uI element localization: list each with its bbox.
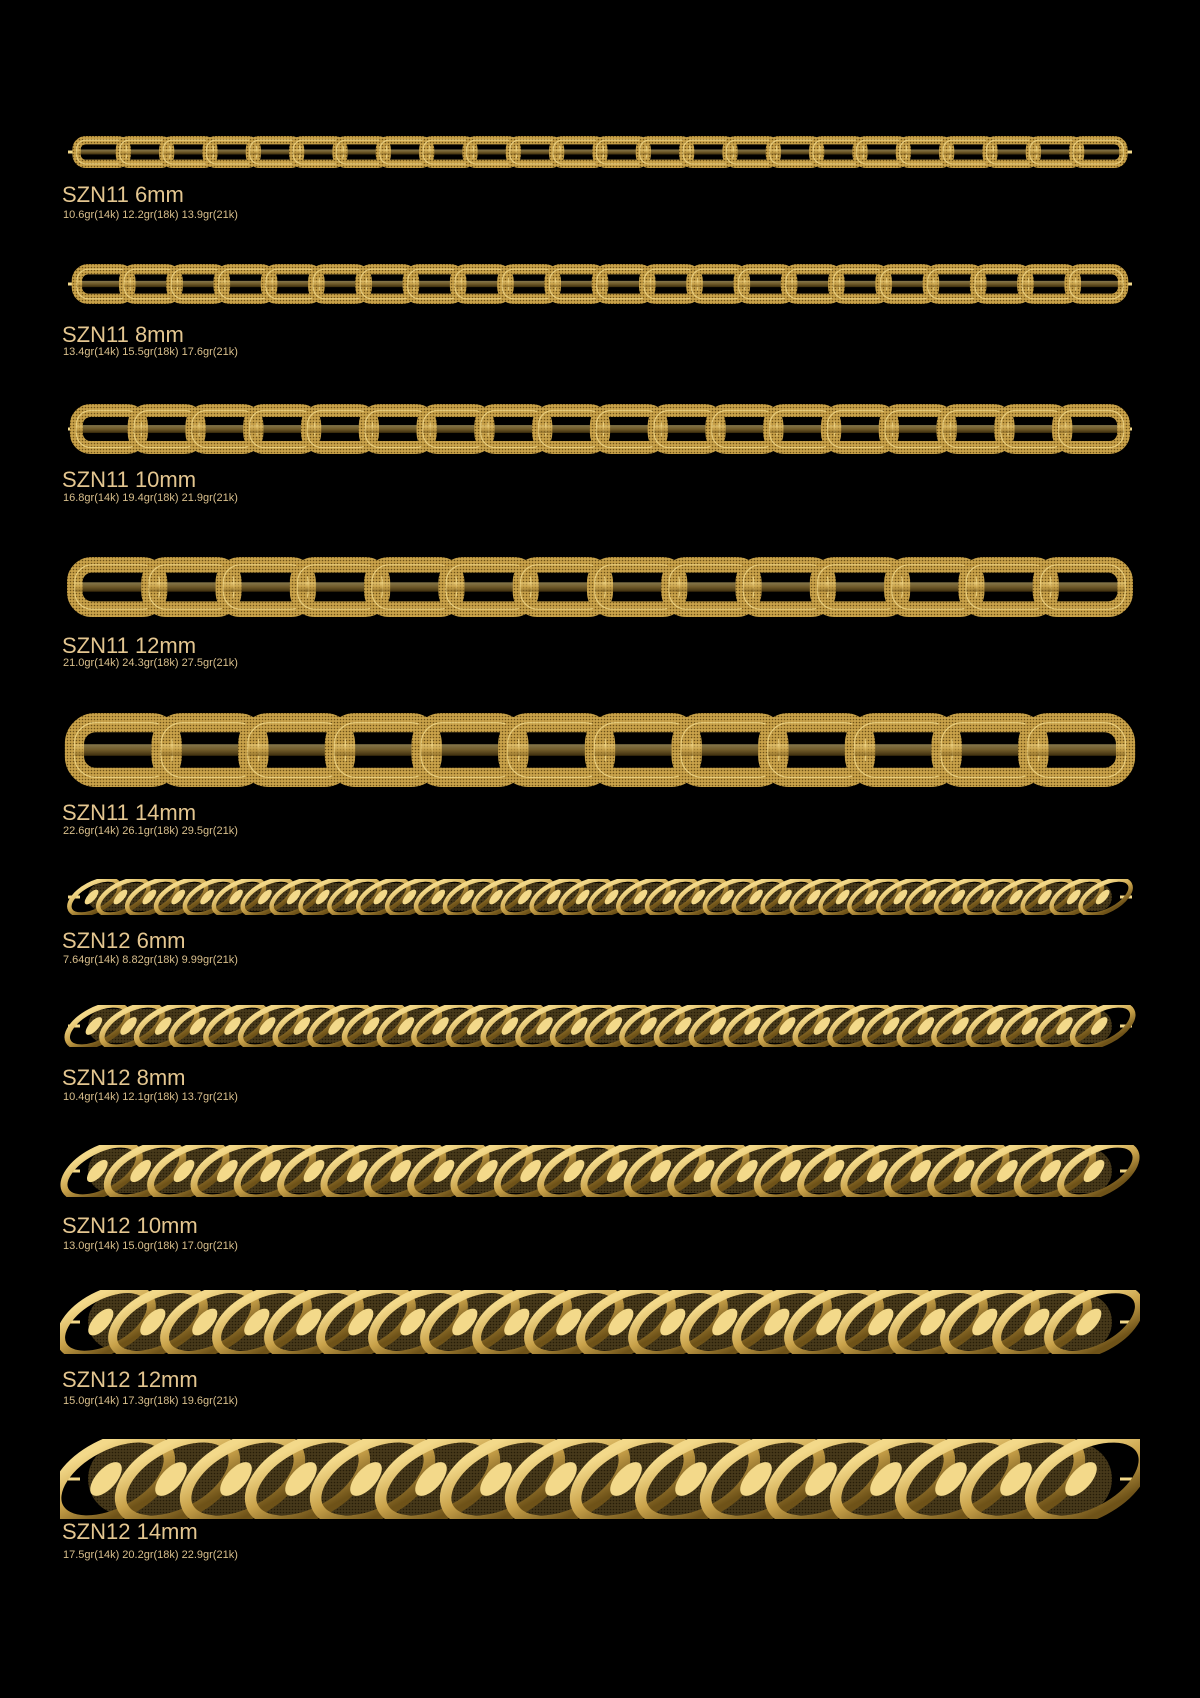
chain-link (1073, 140, 1123, 164)
product-code: SZN12 14mm (62, 1519, 198, 1544)
cuban-chain-image (60, 1290, 1140, 1354)
product-code: SZN11 10mm (62, 467, 197, 492)
product-code: SZN11 6mm (62, 182, 184, 207)
product-weights: 22.6gr(14k) 26.1gr(18k) 29.5gr(21k) (63, 825, 238, 837)
product-code: SZN12 8mm (62, 1065, 186, 1090)
product-weights: 10.6gr(14k) 12.2gr(18k) 13.9gr(21k) (63, 209, 238, 221)
product-weights: 7.64gr(14k) 8.82gr(18k) 9.99gr(21k) (63, 954, 238, 966)
product-code: SZN11 12mm (62, 633, 197, 658)
cuban-chain-image (60, 879, 1140, 915)
chain-link (1070, 269, 1123, 299)
cuban-chain-image (60, 1439, 1140, 1519)
product-weights: 16.8gr(14k) 19.4gr(18k) 21.9gr(21k) (63, 492, 238, 504)
product-code: SZN11 8mm (62, 322, 184, 347)
chain-link (1059, 411, 1124, 448)
product-weights: 17.5gr(14k) 20.2gr(18k) 22.9gr(21k) (63, 1549, 238, 1561)
chain-link (1041, 565, 1126, 609)
chain-link (1028, 723, 1126, 778)
cable-chain-image (60, 553, 1140, 621)
product-weights: 13.0gr(14k) 15.0gr(18k) 17.0gr(21k) (63, 1240, 238, 1252)
cable-chain-image (60, 132, 1140, 172)
product-code: SZN12 10mm (62, 1213, 198, 1238)
product-code: SZN11 14mm (62, 800, 197, 825)
cable-chain-image (60, 260, 1140, 308)
cable-chain-image (60, 400, 1140, 458)
cuban-chain-image (60, 1145, 1140, 1197)
product-code: SZN12 6mm (62, 928, 186, 953)
product-weights: 13.4gr(14k) 15.5gr(18k) 17.6gr(21k) (63, 346, 238, 358)
product-weights: 21.0gr(14k) 24.3gr(18k) 27.5gr(21k) (63, 657, 238, 669)
product-code: SZN12 12mm (62, 1367, 198, 1392)
cuban-chain-image (60, 1005, 1140, 1047)
cable-chain-image (60, 709, 1140, 791)
product-weights: 15.0gr(14k) 17.3gr(18k) 19.6gr(21k) (63, 1395, 238, 1407)
product-weights: 10.4gr(14k) 12.1gr(18k) 13.7gr(21k) (63, 1091, 238, 1103)
